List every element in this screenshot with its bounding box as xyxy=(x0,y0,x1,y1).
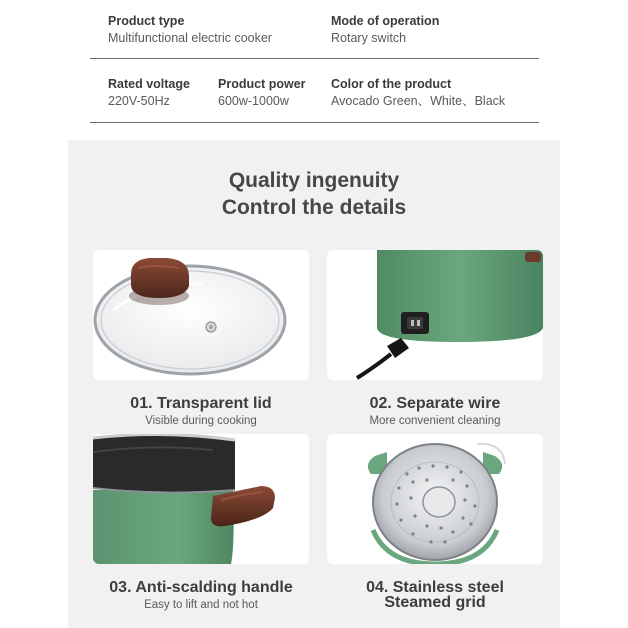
spec-label: Product power xyxy=(218,77,306,91)
lid-image xyxy=(93,250,309,380)
spec-color xyxy=(331,76,505,110)
divider xyxy=(90,58,539,59)
spec-label: Mode of operation xyxy=(331,14,440,28)
spec-value: Multifunctional electric cooker xyxy=(108,31,272,45)
feature-3-title: 03. Anti-scalding handle xyxy=(109,579,293,596)
section-title-line1: Quality ingenuity xyxy=(228,169,400,192)
divider xyxy=(90,122,539,123)
spec-value: 600w-1000w xyxy=(218,94,289,108)
spec-product-type xyxy=(108,13,272,47)
feature-2-desc: More convenient cleaning xyxy=(369,415,501,427)
handle-image xyxy=(93,434,309,564)
spec-power xyxy=(218,76,306,110)
wire-image xyxy=(327,250,543,380)
feature-panel xyxy=(68,140,560,628)
spec-value: Avocado Green、White、Black xyxy=(331,94,506,108)
feature-1-title: 01. Transparent lid xyxy=(130,395,272,412)
spec-label: Product type xyxy=(108,14,185,28)
feature-4-desc: Steamed grid xyxy=(384,594,486,611)
feature-1-desc: Visible during cooking xyxy=(145,415,257,427)
feature-3-desc: Easy to lift and not hot xyxy=(144,599,258,611)
spec-value: Rotary switch xyxy=(331,31,407,45)
spec-mode xyxy=(331,13,439,47)
spec-value: 220V-50Hz xyxy=(108,94,170,108)
spec-voltage xyxy=(108,76,190,110)
steamer-image xyxy=(327,434,543,564)
feature-2-title: 02. Separate wire xyxy=(369,395,501,412)
spec-label: Color of the product xyxy=(331,77,452,91)
spec-label: Rated voltage xyxy=(108,77,190,91)
section-title-line2: Control the details xyxy=(221,196,407,219)
feature-4-title: 04. Stainless steel xyxy=(366,579,504,596)
spec-table xyxy=(0,0,628,132)
